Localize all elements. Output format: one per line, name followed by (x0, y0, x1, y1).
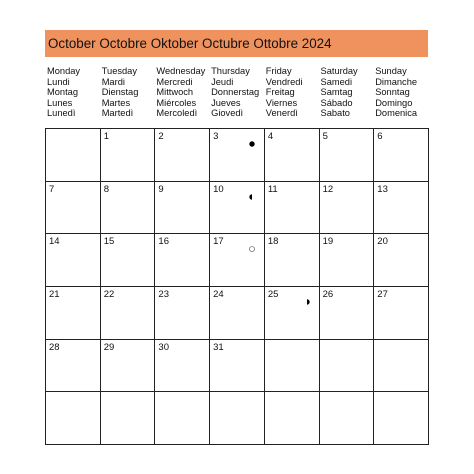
weekday-label: Mittwoch (156, 87, 194, 97)
weekday-label: Sunday (375, 66, 407, 76)
weekday-label: Dienstag (101, 87, 139, 97)
day-cell-14 (46, 234, 101, 287)
weekday-label: Wednesday (156, 66, 206, 76)
weekday-label: Sonntag (375, 87, 410, 97)
weekday-label: Thursday (211, 66, 250, 76)
weekday-label: Viernes (265, 97, 298, 108)
day-number: 23 (158, 289, 169, 300)
day-number: 9 (158, 183, 164, 195)
weekday-headers (45, 66, 428, 122)
weekday-label: Mercoledì (156, 108, 198, 118)
day-number: 25 (267, 289, 279, 300)
empty-cell (265, 340, 320, 393)
weekday-label: Friday (265, 66, 292, 76)
weekday-label: Venerdì (265, 108, 298, 118)
empty-cell (320, 340, 375, 393)
day-cell-6 (374, 129, 429, 182)
day-number: 4 (267, 131, 274, 142)
day-cell-15 (101, 234, 156, 287)
day-number: 19 (322, 236, 334, 248)
weekday-label: Donnerstag (211, 87, 260, 97)
weekday-label: Samedi (320, 76, 353, 87)
day-cell-1 (101, 129, 156, 182)
day-cell-9 (155, 182, 210, 235)
day-cell-5 (320, 129, 375, 182)
calendar-grid (45, 128, 429, 445)
day-cell-18 (265, 234, 320, 287)
day-number: 18 (267, 236, 279, 248)
weekday-label: Saturday (320, 66, 358, 76)
day-number: 14 (49, 236, 60, 248)
day-cell-3 (210, 129, 265, 182)
day-number: 11 (267, 183, 278, 195)
weekday-header-tuesday (100, 66, 154, 119)
first-quarter-icon (249, 187, 255, 193)
day-cell-11 (265, 182, 320, 235)
weekday-label: Monday (47, 66, 81, 76)
day-cell-30 (155, 340, 210, 393)
full-moon-icon (249, 239, 255, 245)
day-cell-4 (265, 129, 320, 182)
day-cell-8 (101, 182, 156, 235)
weekday-label: Samtag (320, 87, 353, 97)
empty-cell (155, 392, 210, 445)
weekday-header-monday (45, 66, 99, 119)
weekday-label: Martedì (101, 108, 134, 118)
empty-cell (46, 129, 101, 182)
weekday-label: Sabato (320, 108, 350, 118)
day-number: 15 (103, 236, 115, 248)
day-cell-26 (320, 287, 375, 340)
day-number: 1 (103, 131, 109, 142)
weekday-label: Domingo (375, 97, 413, 108)
day-number: 17 (213, 236, 224, 248)
weekday-header-saturday (319, 66, 373, 119)
day-number: 28 (49, 341, 60, 353)
day-number: 24 (213, 289, 224, 300)
day-cell-2 (155, 129, 210, 182)
day-number: 6 (377, 131, 383, 142)
weekday-label: Jeudi (211, 76, 234, 87)
day-number: 20 (377, 236, 388, 248)
weekday-label: Lunedì (47, 108, 76, 118)
day-cell-28 (46, 340, 101, 393)
weekday-label: Mercredi (156, 76, 193, 87)
day-cell-16 (155, 234, 210, 287)
weekday-label: Lundi (47, 76, 70, 87)
empty-cell (374, 340, 429, 393)
new-moon-icon (249, 134, 255, 140)
day-cell-10 (210, 182, 265, 235)
empty-cell (320, 392, 375, 445)
empty-cell (101, 392, 156, 445)
day-cell-20 (374, 234, 429, 287)
day-number: 12 (322, 183, 334, 195)
day-cell-24 (210, 287, 265, 340)
weekday-label: Montag (47, 87, 79, 97)
empty-cell (265, 392, 320, 445)
weekday-header-wednesday (154, 66, 208, 119)
day-number: 10 (213, 183, 224, 195)
day-number: 31 (213, 341, 224, 353)
day-number: 3 (213, 131, 219, 142)
weekday-label: Giovedì (211, 108, 244, 118)
day-cell-22 (101, 287, 156, 340)
day-number: 22 (103, 289, 115, 300)
empty-cell (46, 392, 101, 445)
day-cell-23 (155, 287, 210, 340)
day-number: 21 (49, 289, 60, 300)
day-cell-25 (265, 287, 320, 340)
weekday-label: Sábado (320, 97, 353, 108)
day-number: 7 (49, 183, 55, 195)
weekday-label: Dimanche (375, 76, 418, 87)
weekday-label: Mardi (101, 76, 125, 87)
weekday-header-sunday (373, 66, 427, 119)
weekday-label: Vendredi (265, 76, 303, 87)
day-number: 27 (377, 289, 388, 300)
day-cell-12 (320, 182, 375, 235)
empty-cell (210, 392, 265, 445)
day-number: 8 (103, 183, 109, 195)
weekday-label: Lunes (47, 97, 73, 108)
weekday-label: Miércoles (156, 97, 197, 108)
day-cell-17 (210, 234, 265, 287)
day-cell-27 (374, 287, 429, 340)
day-cell-19 (320, 234, 375, 287)
last-quarter-icon (304, 292, 310, 298)
day-number: 26 (322, 289, 334, 300)
empty-cell (374, 392, 429, 445)
day-cell-29 (101, 340, 156, 393)
day-cell-7 (46, 182, 101, 235)
weekday-label: Freitag (265, 87, 295, 97)
day-number: 2 (158, 131, 164, 142)
weekday-label: Martes (101, 97, 131, 108)
weekday-label: Jueves (211, 97, 241, 108)
calendar-title: October Octobre Oktober Octubre Ottobre 2024 (45, 30, 428, 57)
weekday-header-friday (264, 66, 318, 119)
day-number: 29 (103, 341, 115, 353)
weekday-label: Domenica (375, 108, 418, 118)
day-cell-31 (210, 340, 265, 393)
day-cell-13 (374, 182, 429, 235)
weekday-label: Tuesday (101, 66, 138, 76)
day-cell-21 (46, 287, 101, 340)
day-number: 5 (322, 131, 328, 142)
day-number: 30 (158, 341, 169, 353)
day-number: 13 (377, 183, 388, 195)
weekday-header-thursday (209, 66, 263, 119)
day-number: 16 (158, 236, 169, 248)
